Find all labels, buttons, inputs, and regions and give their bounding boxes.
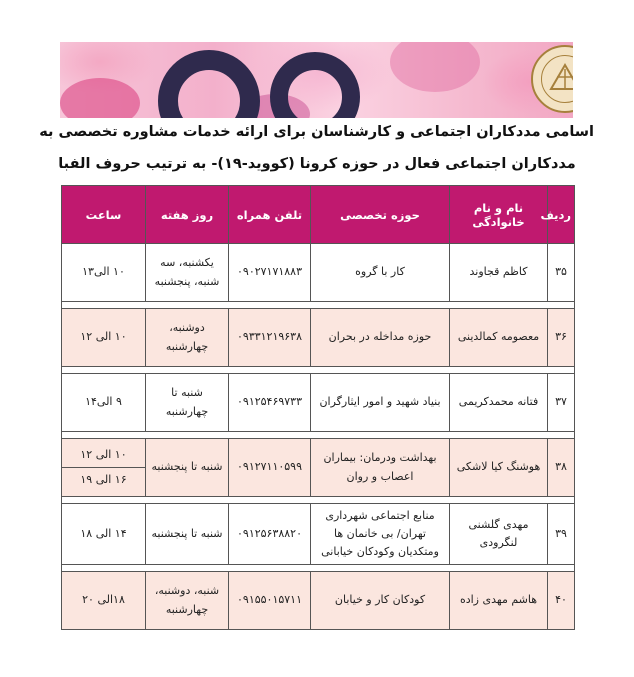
- cell-mobile: ۰۹۱۲۵۶۳۸۸۲۰: [229, 504, 311, 565]
- cell-name: هوشنگ کیا لاشکی: [450, 439, 548, 497]
- table-row: [62, 572, 575, 630]
- table-row: [62, 439, 575, 497]
- cell-mobile: ۰۹۱۲۷۱۱۰۵۹۹: [229, 439, 311, 497]
- table-row: [62, 244, 575, 302]
- cell-mobile: ۰۹۳۳۱۲۱۹۶۳۸: [229, 309, 311, 367]
- cell-mobile: ۰۹۰۲۷۱۷۱۸۸۳: [229, 244, 311, 302]
- cell-row-number: ۳۷: [548, 374, 575, 432]
- cell-hours: ۱۰ الی۱۳: [62, 244, 146, 302]
- cell-hours: ۱۴ الی ۱۸: [62, 504, 146, 565]
- cell-row-number: ۳۶: [548, 309, 575, 367]
- cell-name: مهدی گلشنی لنگرودی: [450, 504, 548, 565]
- cell-days: شنبه تا پنجشنبه: [146, 439, 229, 497]
- page-title-line-2: مددکاران اجتماعی فعال در حوزه کرونا (کووید-۱۹)- به ترتیب حروف الفبا: [58, 156, 576, 172]
- seal-emblem-icon: [545, 59, 573, 99]
- banner-ring: [270, 52, 360, 118]
- cell-days: شنبه، دوشنبه، چهارشنبه: [146, 572, 229, 630]
- cell-row-number: ۳۸: [548, 439, 575, 497]
- cell-hours-evening: ۱۶ الی ۱۹: [80, 473, 127, 486]
- cell-mobile: ۰۹۱۵۵۰۱۵۷۱۱: [229, 572, 311, 630]
- counselors-table: [61, 185, 575, 630]
- cell-hours: ۹ الی۱۴: [62, 374, 146, 432]
- page-title-line-1: اسامی مددکاران اجتماعی و کارشناسان برای ارائه خدمات مشاوره تخصصی به: [39, 124, 594, 140]
- cell-mobile: ۰۹۱۲۵۴۶۹۷۳۳: [229, 374, 311, 432]
- cell-hours: ۱۸الی ۲۰: [62, 572, 146, 630]
- header-banner: [60, 42, 573, 118]
- header-name: نام و نام خانوادگی: [450, 186, 548, 244]
- table-row: [62, 504, 575, 565]
- cell-field: حوزه مداخله در بحران: [311, 309, 450, 367]
- cell-hours: ۱۰ الی ۱۲: [62, 309, 146, 367]
- banner-splash: [390, 42, 480, 92]
- cell-row-number: ۴۰: [548, 572, 575, 630]
- association-seal-logo: [531, 45, 573, 113]
- cell-days: شنبه تا چهارشنبه: [146, 374, 229, 432]
- cell-name: هاشم مهدی زاده: [450, 572, 548, 630]
- cell-field: منابع اجتماعی شهرداری تهران/ بی خانمان ها ومتکدیان وکودکان خیابانی: [311, 504, 450, 565]
- banner-splash: [60, 78, 140, 118]
- banner-ring: [158, 50, 260, 118]
- cell-field: بنیاد شهید و امور ایثارگران: [311, 374, 450, 432]
- header-days: روز هفته: [146, 186, 229, 244]
- cell-field: کار با گروه: [311, 244, 450, 302]
- cell-field: کودکان کار و خیابان: [311, 572, 450, 630]
- cell-row-number: ۳۵: [548, 244, 575, 302]
- header-field: حوزه تخصصی: [311, 186, 450, 244]
- cell-field: بهداشت ودرمان: بیماران اعصاب و روان: [311, 439, 450, 497]
- cell-name: فتانه محمدکریمی: [450, 374, 548, 432]
- cell-days: شنبه تا پنجشنبه: [146, 504, 229, 565]
- header-row-number: ردیف: [548, 186, 575, 244]
- table-row: [62, 309, 575, 367]
- cell-row-number: ۳۹: [548, 504, 575, 565]
- cell-days: دوشنبه، چهارشنبه: [146, 309, 229, 367]
- cell-name: کاظم قجاوند: [450, 244, 548, 302]
- cell-hours-morning: ۱۰ الی ۱۲: [62, 443, 145, 468]
- table-header-row: [62, 186, 575, 244]
- cell-name: معصومه کمالدینی: [450, 309, 548, 367]
- header-hours: ساعت: [62, 186, 146, 244]
- cell-days: یکشنبه، سه شنبه، پنجشنبه: [146, 244, 229, 302]
- cell-hours: [62, 439, 146, 497]
- table-row: [62, 374, 575, 432]
- header-mobile: تلفن همراه: [229, 186, 311, 244]
